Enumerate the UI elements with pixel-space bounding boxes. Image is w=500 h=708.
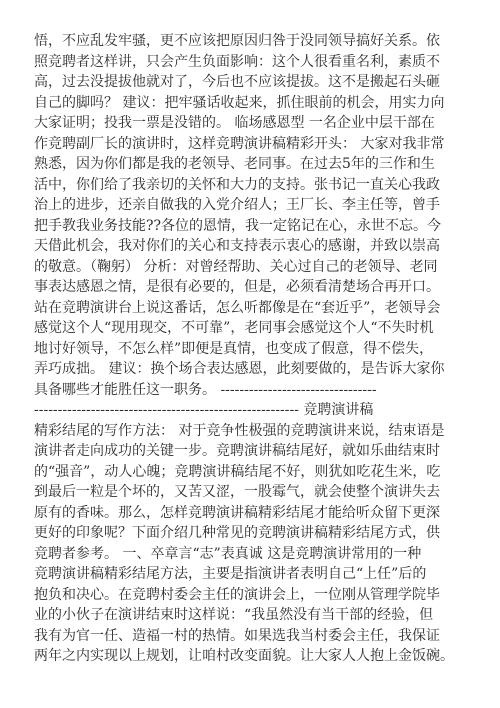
text-line: 演讲者走向成功的关键一步。竞聘演讲稿结尾好，就如乐曲结束时	[34, 443, 440, 459]
text-line: 把手教我业务技能??各位的恩情，我一定铭记在心，永世不忘。今	[34, 217, 442, 234]
text-line: 的“强音”，动人心魄；竞聘演讲稿结尾不好，则犹如吃花生米，吃	[34, 463, 441, 480]
text-line: 大家证明；投我一票是没错的。 临场感恩型 一名企业中层干部在	[34, 115, 435, 131]
text-line: -------------------------------------------------------- 竞聘演讲稿	[34, 402, 374, 418]
text-line: 我有为官一任、造福一村的热情。如果选我当村委会主任，我保证	[34, 627, 440, 644]
text-line: 治上的进步，还亲自做我的入党介绍人；王厂长、李主任等，曾手	[34, 197, 440, 213]
text-line: 竞聘者参考。 一、卒章言“志”表真诚 这是竞聘演讲常用的一种	[34, 545, 422, 562]
text-line: 事表达感恩之情，是很有必要的，但是，必须看清楚场合再开口。	[34, 279, 440, 295]
text-line: 站在竞聘演讲台上说这番话，怎么听都像是在“套近乎”，老领导会	[34, 299, 441, 316]
text-line: 到最后一粒是个坏的，又苦又涩，一股霉气，就会使整个演讲失去	[34, 484, 440, 500]
text-line: 活中，你们给了我亲切的关怀和大力的支持。张书记一直关心我政	[34, 176, 440, 193]
text-line: 感觉这个人“现用现交，不可靠”，老同事会感觉这个人“不失时机	[34, 320, 434, 336]
text-line: 抱负和决心。在竞聘村委会主任的演讲会上，一位刚从管理学院毕	[34, 586, 440, 603]
text-line: 自己的脚吗？ 建议：把牢骚话收起来，抓住眼前的机会，用实力向	[34, 94, 445, 111]
text-line: 悟，不应乱发牢骚，更不应该把原因归咎于没同领导搞好关系。依	[34, 33, 440, 49]
text-line: 照竞聘者这样讲，只会产生负面影响：这个人很看重名利，素质不	[34, 53, 440, 70]
text-line: 天借此机会，我对你们的关心和支持表示衷心的感谢，并致以崇高	[34, 238, 440, 254]
document-body	[34, 31, 468, 667]
text-line: 高，过去没提拔他就对了，今后也不应该提拔。这不是搬起石头砸	[34, 74, 440, 90]
text-line: 原有的香味。那么，怎样竞聘演讲稿精彩结尾才能给听众留下更深	[34, 504, 440, 521]
text-line: 业的小伙子在演讲结束时这样说：“我虽然没有当干部的经验，但	[34, 607, 434, 623]
text-line: 竞聘演讲稿精彩结尾方法，主要是指演讲者表明自己“上任”后的	[34, 566, 427, 582]
text-line: 作竞聘副厂长的演讲时，这样竞聘演讲稿精彩开头： 大家对我非常	[34, 135, 445, 152]
text-line: 弄巧成拙。 建议：换个场合表达感恩，此刻要做的，是告诉大家你	[34, 361, 445, 377]
text-line: 更好的印象呢？下面介绍几种常见的竞聘演讲稿精彩结尾方式，供	[34, 525, 440, 541]
text-line: 熟悉，因为你们都是我的老领导、老同事。在过去5年的三作和生	[34, 156, 435, 172]
text-line: 的敬意。（鞠躬） 分析：对曾经帮助、关心过自己的老领导、老同	[34, 258, 438, 275]
text-line: 两年之内实现以上规划，让咱村改变面貌。让大家人人抱上金饭碗。	[34, 648, 454, 664]
text-line: 具备哪些才能胜任这一职务。 ---------------------------------	[34, 381, 377, 398]
text-line: 精彩结尾的写作方法： 对于竞争性极强的竞聘演讲来说，结束语是	[34, 422, 445, 439]
text-line: 地讨好领导，不怎么样”即便是真情，也变成了假意，得不偿失，	[34, 340, 434, 357]
